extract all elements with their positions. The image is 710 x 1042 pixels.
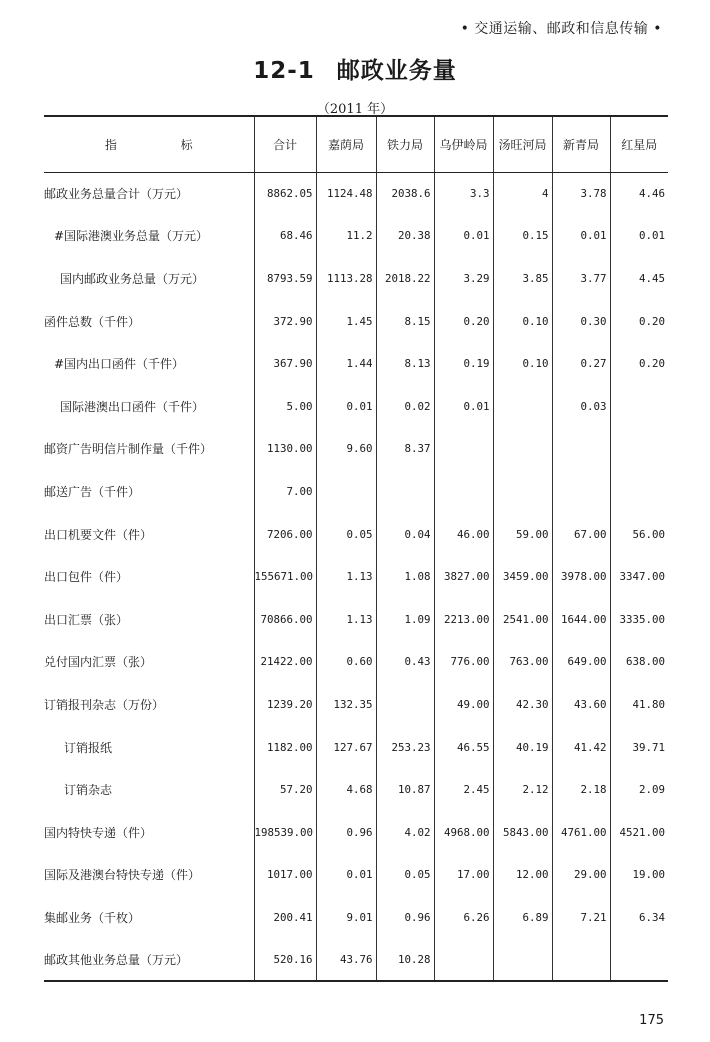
table-cell: 1239.20 [254, 683, 316, 726]
table-cell [376, 470, 434, 513]
row-label: 邮政业务总量合计（万元） [44, 187, 189, 202]
table-cell [434, 470, 493, 513]
table-cell: 21422.00 [254, 641, 316, 684]
table-cell: 0.15 [493, 215, 552, 258]
row-label: 出口汇票（张） [44, 612, 129, 627]
table-cell: 4.45 [610, 257, 668, 300]
table-cell: 0.30 [552, 300, 610, 343]
table-row [44, 555, 668, 598]
table-row [44, 726, 668, 769]
table-cell: 367.90 [254, 342, 316, 385]
table-cell: 0.20 [610, 300, 668, 343]
table-row [44, 768, 668, 811]
column-header: 新青局 [552, 116, 610, 172]
table-cell: 67.00 [552, 513, 610, 556]
table-cell: 0.04 [376, 513, 434, 556]
table-cell: 0.01 [434, 385, 493, 428]
table-cell: 1113.28 [316, 257, 376, 300]
table-cell: 1124.48 [316, 172, 376, 215]
row-label: 出口机要文件（件） [44, 527, 153, 542]
table-cell: 2038.6 [376, 172, 434, 215]
table-cell: 41.42 [552, 726, 610, 769]
table-cell: 56.00 [610, 513, 668, 556]
row-label: 国内特快专递（件） [44, 825, 153, 840]
table-cell: 2.12 [493, 768, 552, 811]
row-label: 邮资广告明信片制作量（千件） [44, 442, 213, 457]
table-cell [434, 428, 493, 471]
table-cell: 7206.00 [254, 513, 316, 556]
column-header: 嘉荫局 [316, 116, 376, 172]
row-label: 集邮业务（千枚） [44, 910, 141, 925]
table-cell [376, 683, 434, 726]
table-cell: 638.00 [610, 641, 668, 684]
table-cell: 0.05 [316, 513, 376, 556]
table-cell: 0.01 [434, 215, 493, 258]
column-header: 乌伊岭局 [434, 116, 493, 172]
table-cell: 3.85 [493, 257, 552, 300]
table-cell: 3.29 [434, 257, 493, 300]
table-row [44, 939, 668, 982]
table-cell: 11.2 [316, 215, 376, 258]
table-cell: 2.18 [552, 768, 610, 811]
table-cell: 0.27 [552, 342, 610, 385]
table-body [44, 172, 668, 981]
table-cell: 127.67 [316, 726, 376, 769]
table-cell: 2541.00 [493, 598, 552, 641]
table-title: 邮政业务量 [336, 58, 457, 84]
table-cell: 46.55 [434, 726, 493, 769]
table-cell [552, 428, 610, 471]
column-header: 汤旺河局 [493, 116, 552, 172]
table-cell: 0.60 [316, 641, 376, 684]
table-cell: 49.00 [434, 683, 493, 726]
table-cell: 8.37 [376, 428, 434, 471]
table-cell: 3459.00 [493, 555, 552, 598]
table-cell: 8.13 [376, 342, 434, 385]
column-header: 铁力局 [376, 116, 434, 172]
table-cell: 0.01 [552, 215, 610, 258]
column-header: 红星局 [610, 116, 668, 172]
table-row [44, 811, 668, 854]
table-cell: 1130.00 [254, 428, 316, 471]
column-header: 合计 [254, 116, 316, 172]
row-label: 订销杂志 [64, 783, 113, 798]
table-cell: 0.01 [316, 385, 376, 428]
table-cell: 0.01 [610, 215, 668, 258]
table-row [44, 598, 668, 641]
table-cell: 0.20 [434, 300, 493, 343]
table-cell: 0.20 [610, 342, 668, 385]
table-cell: 7.00 [254, 470, 316, 513]
table-cell: 9.01 [316, 896, 376, 939]
section-header: • 交通运输、邮政和信息传输 • [460, 21, 662, 37]
table-cell: 0.96 [316, 811, 376, 854]
table-cell [316, 470, 376, 513]
table-cell: 132.35 [316, 683, 376, 726]
table-cell [610, 470, 668, 513]
table-cell: 3978.00 [552, 555, 610, 598]
table-cell: 2.09 [610, 768, 668, 811]
table-cell: 4761.00 [552, 811, 610, 854]
table-row [44, 896, 668, 939]
table-cell: 1.13 [316, 598, 376, 641]
table-cell [610, 939, 668, 982]
table-cell: 200.41 [254, 896, 316, 939]
table-cell: 198539.00 [254, 811, 316, 854]
postal-business-table [44, 115, 668, 982]
table-cell: 0.03 [552, 385, 610, 428]
table-cell: 59.00 [493, 513, 552, 556]
table-cell: 39.71 [610, 726, 668, 769]
row-label: #国内出口函件（千件） [54, 357, 185, 372]
table-cell: 3.3 [434, 172, 493, 215]
table-cell: 4521.00 [610, 811, 668, 854]
table-cell: 0.10 [493, 300, 552, 343]
row-label: 兑付国内汇票（张） [44, 655, 153, 670]
table-cell: 3335.00 [610, 598, 668, 641]
table-row [44, 683, 668, 726]
table-cell [610, 385, 668, 428]
row-label: 邮送广告（千件） [44, 484, 141, 499]
table-cell: 41.80 [610, 683, 668, 726]
table-cell: 7.21 [552, 896, 610, 939]
table-cell: 0.96 [376, 896, 434, 939]
table-cell: 42.30 [493, 683, 552, 726]
table-cell: 1.45 [316, 300, 376, 343]
page-title [0, 52, 710, 85]
table-row [44, 428, 668, 471]
table-cell: 6.89 [493, 896, 552, 939]
table-cell: 763.00 [493, 641, 552, 684]
table-cell: 40.19 [493, 726, 552, 769]
table-row [44, 342, 668, 385]
table-cell: 43.60 [552, 683, 610, 726]
table-cell: 5843.00 [493, 811, 552, 854]
table-cell: 57.20 [254, 768, 316, 811]
table-number: 12-1 [253, 58, 315, 84]
table-cell: 4968.00 [434, 811, 493, 854]
table-cell: 2213.00 [434, 598, 493, 641]
table-cell: 68.46 [254, 215, 316, 258]
table-cell: 0.10 [493, 342, 552, 385]
table-cell: 9.60 [316, 428, 376, 471]
table-row [44, 854, 668, 897]
table-cell: 1.13 [316, 555, 376, 598]
table-row [44, 172, 668, 215]
table-row [44, 215, 668, 258]
table-cell: 29.00 [552, 854, 610, 897]
table-cell [493, 428, 552, 471]
table-cell [493, 939, 552, 982]
year-label: （2011 年） [316, 102, 394, 117]
table-cell: 10.87 [376, 768, 434, 811]
table-cell [493, 385, 552, 428]
table-cell [493, 470, 552, 513]
row-label: 订销报纸 [64, 740, 113, 755]
table-cell: 253.23 [376, 726, 434, 769]
table-cell: 8793.59 [254, 257, 316, 300]
table-cell: 1.08 [376, 555, 434, 598]
table-row [44, 641, 668, 684]
table-cell [610, 428, 668, 471]
table-cell: 1182.00 [254, 726, 316, 769]
table-cell: 70866.00 [254, 598, 316, 641]
table-cell: 3.78 [552, 172, 610, 215]
table-cell: 5.00 [254, 385, 316, 428]
row-label: 国际及港澳台特快专递（件） [44, 868, 201, 883]
table-cell: 8.15 [376, 300, 434, 343]
table-cell: 20.38 [376, 215, 434, 258]
table-cell [434, 939, 493, 982]
row-label: 出口包件（件） [44, 570, 129, 585]
column-header-indicator: 指 标 [44, 116, 254, 172]
table-cell: 4.68 [316, 768, 376, 811]
table-cell: 1.44 [316, 342, 376, 385]
table-header-row [44, 116, 668, 172]
table-row [44, 470, 668, 513]
table-row [44, 385, 668, 428]
table-cell: 1644.00 [552, 598, 610, 641]
table-cell: 0.19 [434, 342, 493, 385]
table-cell: 0.02 [376, 385, 434, 428]
table-cell: 0.05 [376, 854, 434, 897]
table-cell: 372.90 [254, 300, 316, 343]
row-label: #国际港澳业务总量（万元） [54, 229, 209, 244]
table-cell: 2018.22 [376, 257, 434, 300]
row-label: 国内邮政业务总量（万元） [60, 271, 205, 286]
table-cell: 4.02 [376, 811, 434, 854]
table-cell: 649.00 [552, 641, 610, 684]
table-cell: 10.28 [376, 939, 434, 982]
table-cell: 520.16 [254, 939, 316, 982]
table-cell: 4 [493, 172, 552, 215]
table-cell: 155671.00 [254, 555, 316, 598]
table-cell: 46.00 [434, 513, 493, 556]
table-cell: 3827.00 [434, 555, 493, 598]
row-label: 国际港澳出口函件（千件） [60, 399, 205, 414]
table-cell: 17.00 [434, 854, 493, 897]
table-cell: 8862.05 [254, 172, 316, 215]
table-cell [552, 470, 610, 513]
row-label: 邮政其他业务总量（万元） [44, 939, 254, 982]
row-label: 函件总数（千件） [44, 314, 141, 329]
table-row [44, 300, 668, 343]
table-cell: 6.34 [610, 896, 668, 939]
table-row [44, 257, 668, 300]
table-cell: 3.77 [552, 257, 610, 300]
table-cell: 0.01 [316, 854, 376, 897]
table-cell: 776.00 [434, 641, 493, 684]
table-cell: 12.00 [493, 854, 552, 897]
page-number: 175 [639, 1013, 664, 1028]
table-cell: 0.43 [376, 641, 434, 684]
table-cell [552, 939, 610, 982]
table-cell: 1017.00 [254, 854, 316, 897]
table-cell: 43.76 [316, 939, 376, 982]
table-cell: 6.26 [434, 896, 493, 939]
table-cell: 3347.00 [610, 555, 668, 598]
row-label: 订销报刊杂志（万份） [44, 697, 165, 712]
table-cell: 1.09 [376, 598, 434, 641]
table-cell: 2.45 [434, 768, 493, 811]
table-cell: 19.00 [610, 854, 668, 897]
table-cell: 4.46 [610, 172, 668, 215]
table-row [44, 513, 668, 556]
